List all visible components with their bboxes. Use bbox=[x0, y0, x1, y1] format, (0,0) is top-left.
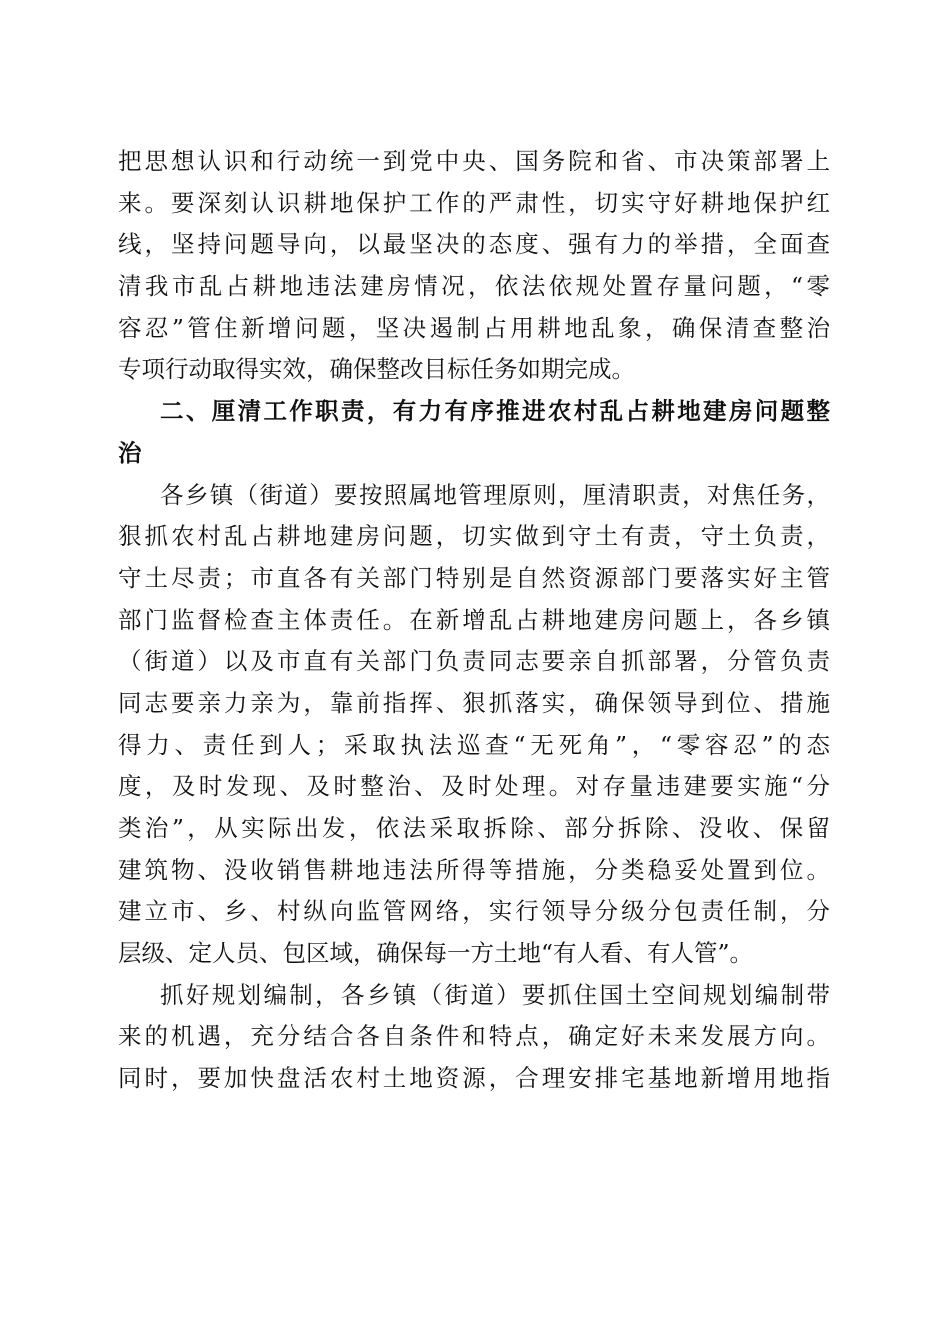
text-line: 治 bbox=[118, 438, 142, 467]
text-line: 二、厘清工作职责，有力有序推进农村乱占耕地建房问题整 bbox=[160, 397, 830, 426]
text-line: 层级、定人员、包区域，确保每一方土地“有人看、有人管”。 bbox=[118, 939, 754, 968]
text-line: 类治”，从实际出发，依法采取拆除、部分拆除、没收、保留 bbox=[118, 814, 830, 842]
text-line: 度，及时发现、及时整治、及时处理。对存量违建要实施“分 bbox=[118, 772, 830, 801]
body-paragraph bbox=[118, 975, 830, 1100]
body-paragraph bbox=[118, 475, 830, 975]
text-line: 建筑物、没收销售耕地违法所得等措施，分类稳妥处置到位。 bbox=[118, 855, 830, 884]
text-line: 线，坚持问题导向，以最坚决的态度、强有力的举措，全面查 bbox=[118, 230, 830, 259]
text-line: 建立市、乡、村纵向监管网络，实行领导分级分包责任制，分 bbox=[118, 897, 830, 926]
text-line: 来。要深刻认识耕地保护工作的严肃性，切实守好耕地保护红 bbox=[118, 188, 830, 217]
text-line: 抓好规划编制，各乡镇（街道）要抓住国土空间规划编制带 bbox=[160, 980, 830, 1009]
text-line: 容忍”管住新增问题，坚决遏制占用耕地乱象，确保清查整治 bbox=[118, 313, 830, 342]
text-line: （街道）以及市直有关部门负责同志要亲自抓部署，分管负责 bbox=[118, 647, 830, 676]
text-line: 同志要亲力亲为，靠前指挥、狠抓落实，确保领导到位、措施 bbox=[118, 688, 830, 717]
text-line: 来的机遇，充分结合各自条件和特点，确定好未来发展方向。 bbox=[118, 1022, 830, 1051]
text-line: 部门监督检查主体责任。在新增乱占耕地建房问题上，各乡镇 bbox=[118, 605, 830, 634]
document-page bbox=[118, 141, 830, 1100]
text-line: 把思想认识和行动统一到党中央、国务院和省、市决策部署上 bbox=[118, 147, 830, 175]
body-paragraph bbox=[118, 141, 830, 391]
text-line: 守土尽责；市直各有关部门特别是自然资源部门要落实好主管 bbox=[118, 563, 830, 592]
text-line: 得力、责任到人；采取执法巡查“无死角”，“零容忍”的态 bbox=[118, 730, 830, 759]
text-line: 各乡镇（街道）要按照属地管理原则，厘清职责，对焦任务， bbox=[160, 480, 830, 509]
text-line: 清我市乱占耕地违法建房情况，依法依规处置存量问题，“零 bbox=[118, 272, 830, 301]
text-line: 狠抓农村乱占耕地建房问题，切实做到守土有责，守土负责， bbox=[118, 522, 830, 551]
text-line: 专项行动取得实效，确保整改目标任务如期完成。 bbox=[118, 355, 635, 384]
text-line: 同时，要加快盘活农村土地资源，合理安排宅基地新增用地指 bbox=[118, 1064, 830, 1093]
section-heading bbox=[118, 391, 830, 474]
